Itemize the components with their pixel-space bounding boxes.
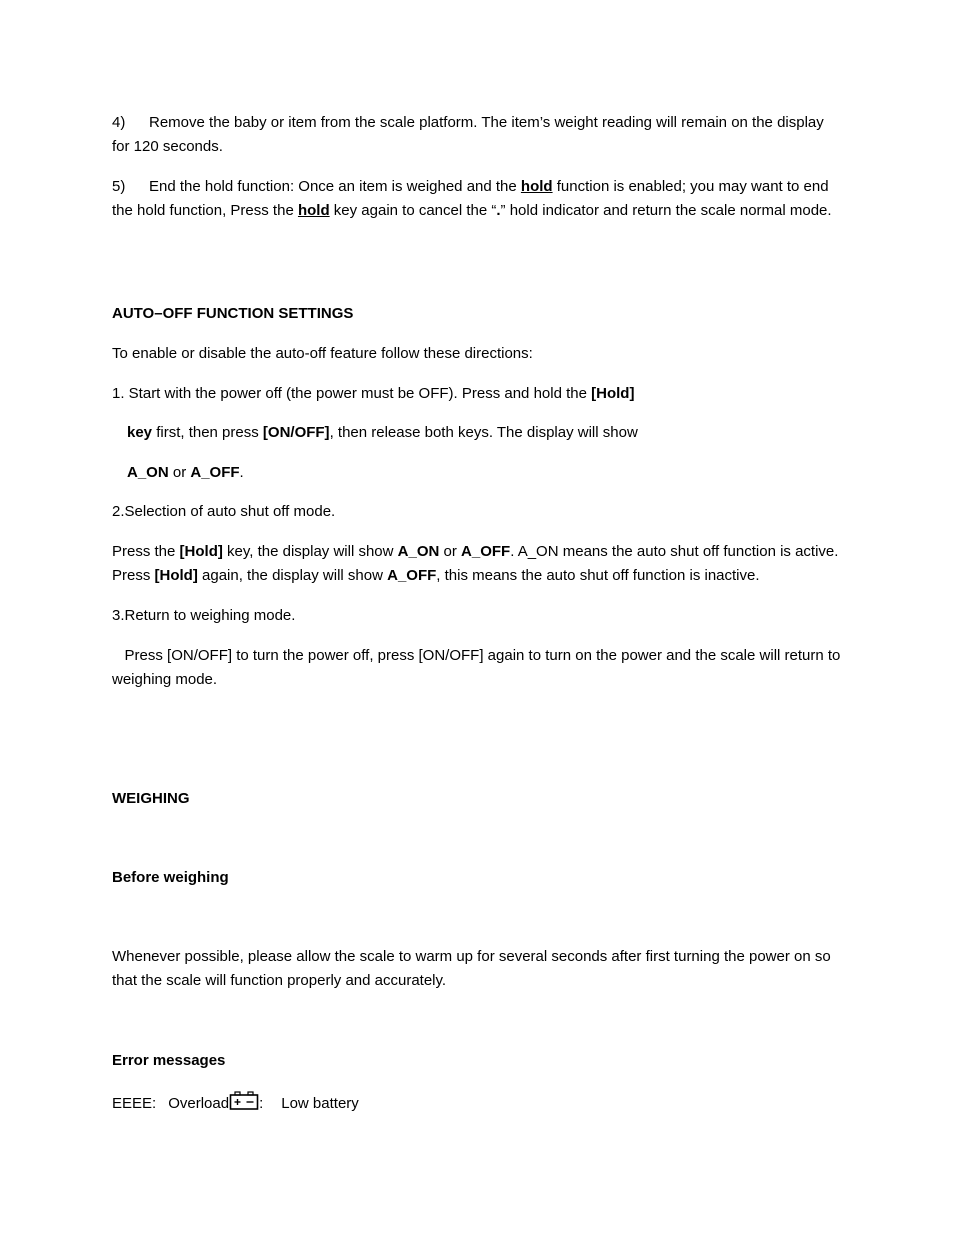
item-2-text-3: or xyxy=(439,543,462,560)
step-5-text-2: function is enabled; you may want to end the hold function, Press the xyxy=(112,178,829,219)
before-weighing-text: Whenever possible, please allow the scale to warm up for several seconds after first turning the power on so that the scale will function properly and accurately. xyxy=(112,948,831,989)
hold-key-label: [Hold] xyxy=(154,567,198,584)
item-1-text-3: , then release both keys. The display will show xyxy=(329,424,638,441)
item-2-text-2: key, the display will show xyxy=(222,543,398,560)
error-messages-heading: Error messages xyxy=(112,1052,226,1069)
error-low-battery: Low battery xyxy=(281,1095,359,1112)
before-weighing-heading: Before weighing xyxy=(112,869,229,886)
error-overload: Overload xyxy=(168,1095,230,1112)
item-2-text-5: again, the display will show xyxy=(197,567,388,584)
item-1-text-2: first, then press xyxy=(152,424,263,441)
a-off-label: A_OFF xyxy=(190,464,240,481)
battery-colon: : xyxy=(259,1095,264,1112)
auto-off-item-2-text xyxy=(112,540,842,588)
item-1-text-5: . xyxy=(239,464,244,481)
step-4 xyxy=(112,111,842,159)
a-off-label: A_OFF xyxy=(387,567,437,584)
hold-key-label: [Hold] xyxy=(179,543,223,560)
auto-off-heading: AUTO–OFF FUNCTION SETTINGS xyxy=(112,305,354,322)
item-1-text-4: or xyxy=(168,464,191,481)
step-5-text-4: ” hold indicator and return the scale normal mode. xyxy=(500,202,832,219)
step-5-text-1: End the hold function: Once an item is weighed and the xyxy=(149,178,521,195)
step-4-text: Remove the baby or item from the scale platform. The item’s weight reading will remain on the display for 120 seconds. xyxy=(112,114,824,155)
hold-keyword: hold xyxy=(297,202,330,219)
hold-keyword: hold xyxy=(520,178,553,195)
item-1-text-1: 1. Start with the power off (the power must be OFF). Press and hold the xyxy=(112,385,592,402)
step-5-number: 5) xyxy=(112,178,126,195)
key-word: key xyxy=(127,424,153,441)
auto-off-item-3-title: 3.Return to weighing mode. xyxy=(112,607,296,624)
step-5-text-3: key again to cancel the “ xyxy=(329,202,497,219)
auto-off-item-3-text: Press [ON/OFF] to turn the power off, press [ON/OFF] again to turn on the power and the scale will return to weighing mode. xyxy=(112,647,845,688)
step-4-number: 4) xyxy=(112,114,126,131)
a-on-label: A_ON xyxy=(127,464,169,481)
hold-indicator-dot: . xyxy=(496,202,501,219)
a-off-label: A_OFF xyxy=(461,543,511,560)
item-2-text-6: , this means the auto shut off function is inactive. xyxy=(436,567,760,584)
step-5 xyxy=(112,175,842,223)
on-off-key-label: [ON/OFF] xyxy=(262,424,330,441)
item-2-text-4: . A_ON means the auto shut off function is active. Press xyxy=(112,543,839,584)
auto-off-item-1-line-2 xyxy=(127,421,857,445)
weighing-heading: WEIGHING xyxy=(112,790,190,807)
item-2-text-1: Press the xyxy=(112,543,180,560)
auto-off-item-2-title: 2.Selection of auto shut off mode. xyxy=(112,503,336,520)
auto-off-intro: To enable or disable the auto-off feature follow these directions: xyxy=(112,345,533,362)
battery-icon xyxy=(229,1091,259,1119)
error-messages-line xyxy=(112,1091,842,1119)
error-code: EEEE: xyxy=(112,1095,157,1112)
a-on-label: A_ON xyxy=(397,543,440,560)
auto-off-item-1-line-1 xyxy=(112,382,842,406)
hold-key-label: [Hold] xyxy=(591,385,635,402)
auto-off-item-1-line-3 xyxy=(127,461,857,485)
